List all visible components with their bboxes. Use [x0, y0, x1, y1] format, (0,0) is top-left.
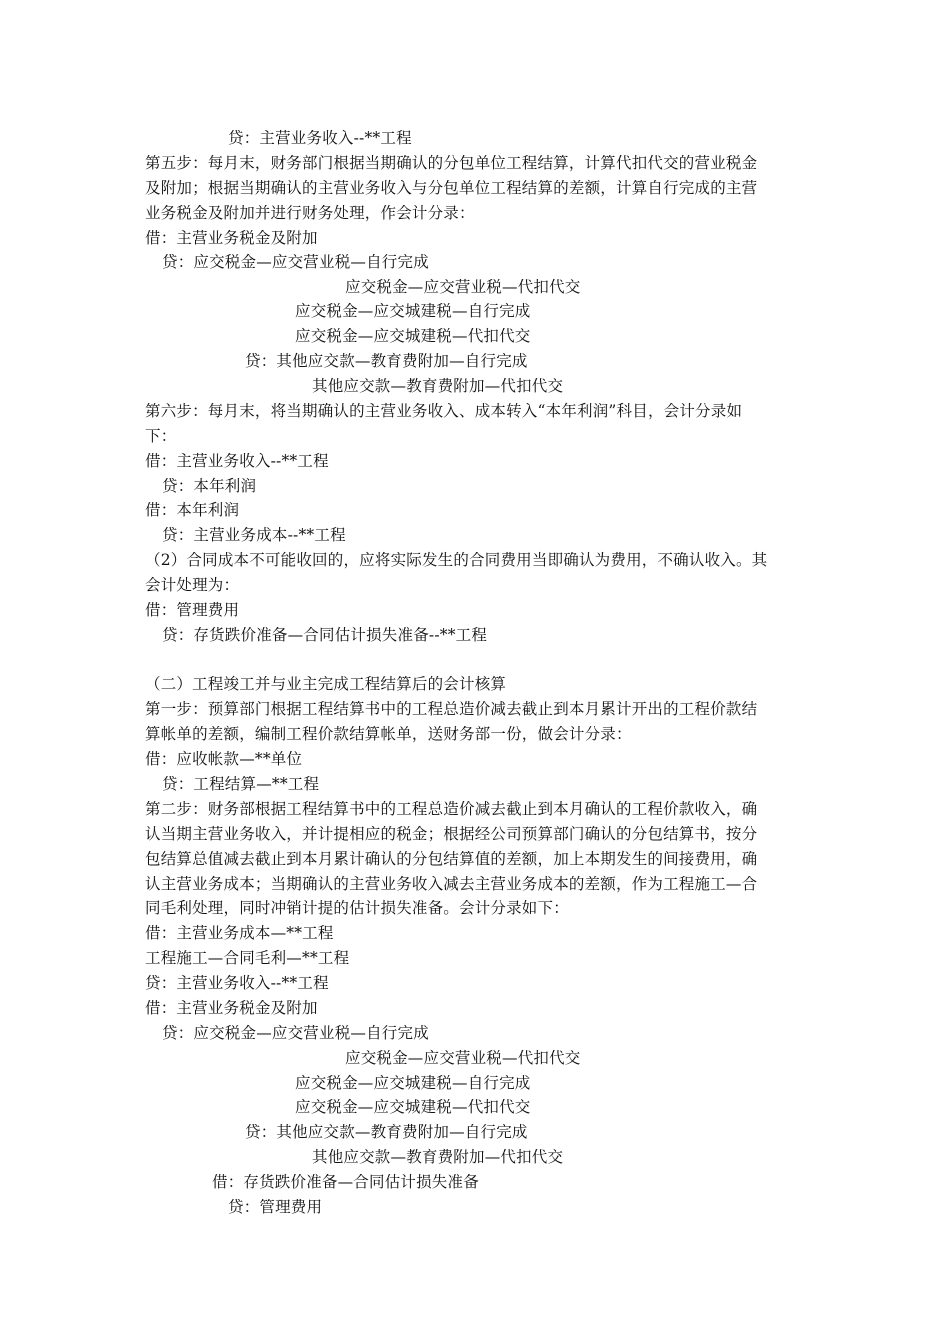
text-line: 贷：工程结算—**工程 — [162, 775, 320, 793]
text-line: 贷：应交税金—应交营业税—自行完成 — [162, 253, 429, 271]
text-line: 第一步：预算部门根据工程结算书中的工程总造价减去截止到本月累计开出的工程价款结 — [145, 700, 758, 718]
text-line: 应交税金—应交城建税—自行完成 — [295, 302, 531, 320]
text-line: （2）合同成本不可能收回的，应将实际发生的合同费用当即确认为费用，不确认收入。其 — [145, 551, 768, 569]
text-line: 贷：管理费用 — [228, 1198, 323, 1216]
text-line: 会计处理为： — [145, 576, 240, 594]
text-line: 其他应交款—教育费附加—代扣代交 — [312, 1148, 564, 1166]
text-line: 其他应交款—教育费附加—代扣代交 — [312, 377, 564, 395]
text-line: 工程施工—合同毛利—**工程 — [145, 949, 350, 967]
text-line: 算帐单的差额，编制工程价款结算帐单，送财务部一份，做会计分录： — [145, 725, 632, 743]
text-line: 业务税金及附加并进行财务处理，作会计分录： — [145, 204, 475, 222]
text-line: 应交税金—应交城建税—自行完成 — [295, 1074, 531, 1092]
text-line: 应交税金—应交城建税—代扣代交 — [295, 1098, 531, 1116]
text-line: 贷：应交税金—应交营业税—自行完成 — [162, 1024, 429, 1042]
text-line: 借：主营业务收入--**工程 — [145, 452, 329, 470]
text-line: 应交税金—应交营业税—代扣代交 — [345, 278, 581, 296]
text-line: 应交税金—应交城建税—代扣代交 — [295, 327, 531, 345]
section-heading: （二）工程竣工并与业主完成工程结算后的会计核算 — [145, 675, 507, 693]
text-line: 贷：主营业务成本--**工程 — [162, 526, 346, 544]
text-line: 应交税金—应交营业税—代扣代交 — [345, 1049, 581, 1067]
text-line: 借：本年利润 — [145, 501, 240, 519]
text-line: 认主营业务成本；当期确认的主营业务收入减去主营业务成本的差额，作为工程施工—合 — [145, 875, 758, 893]
text-line: 贷：主营业务收入--**工程 — [145, 974, 329, 992]
text-line: 及附加；根据当期确认的主营业务收入与分包单位工程结算的差额，计算自行完成的主营 — [145, 179, 758, 197]
text-line: 贷：其他应交款—教育费附加—自行完成 — [245, 352, 528, 370]
text-line: 贷：存货跌价准备—合同估计损失准备--**工程 — [162, 626, 488, 644]
text-line: 同毛利处理，同时冲销计提的估计损失准备。会计分录如下： — [145, 899, 569, 917]
text-line: 第六步：每月末，将当期确认的主营业务收入、成本转入“本年利润”科目，会计分录如 — [145, 402, 743, 420]
text-line: 包结算总值减去截止到本月累计确认的分包结算值的差额，加上本期发生的间接费用，确 — [145, 850, 758, 868]
text-line: 借：应收帐款—**单位 — [145, 750, 303, 768]
text-line: 借：管理费用 — [145, 601, 240, 619]
text-line: 借：主营业务成本—**工程 — [145, 924, 334, 942]
text-line: 下： — [145, 427, 177, 445]
text-line: 认当期主营业务收入，并计提相应的税金；根据经公司预算部门确认的分包结算书，按分 — [145, 825, 758, 843]
text-line: 贷：本年利润 — [162, 477, 257, 495]
text-line: 第五步：每月末，财务部门根据当期确认的分包单位工程结算，计算代扣代交的营业税金 — [145, 154, 758, 172]
text-line: 贷：其他应交款—教育费附加—自行完成 — [245, 1123, 528, 1141]
text-line: 借：主营业务税金及附加 — [145, 999, 318, 1017]
text-line: 借：存货跌价准备—合同估计损失准备 — [212, 1173, 479, 1191]
text-line: 第二步：财务部根据工程结算书中的工程总造价减去截止到本月确认的工程价款收入，确 — [145, 800, 758, 818]
text-line: 借：主营业务税金及附加 — [145, 229, 318, 247]
text-line: 贷：主营业务收入--**工程 — [228, 129, 412, 147]
